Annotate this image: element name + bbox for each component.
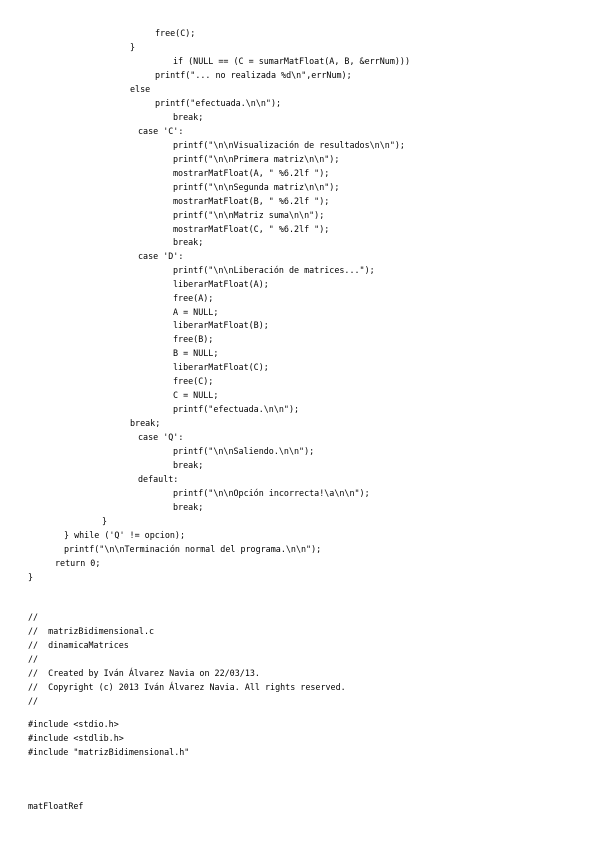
code-line: default: [138,474,179,484]
code-line: case 'D': [138,251,184,261]
code-line: printf("\n\nSaliendo.\n\n"); [173,446,315,456]
code-line: free(C); [173,376,214,386]
code-line: liberarMatFloat(A); [173,279,269,289]
code-line: free(C); [155,28,196,38]
code-line: mostrarMatFloat(C, " %6.2lf "); [173,224,330,234]
code-line: mostrarMatFloat(A, " %6.2lf "); [173,168,330,178]
code-line: free(B); [173,334,214,344]
code-line: printf("... no realizada %d\n",errNum); [155,70,352,80]
code-line: printf("\n\nMatriz suma\n\n"); [173,210,325,220]
code-line: break; [173,502,204,512]
code-line: C = NULL; [173,390,219,400]
code-line: break; [173,460,204,470]
footer-label: matFloatRef [28,801,84,811]
code-line: else [130,84,151,94]
code-line: free(A); [173,293,214,303]
include-line: #include "matrizBidimensional.h" [28,747,190,757]
code-line: printf("\n\nTerminación normal del programa.\n\n"); [64,544,322,554]
comment-line: // dinamicaMatrices [28,640,129,650]
include-line: #include <stdlib.h> [28,733,124,743]
code-line: break; [173,112,204,122]
code-line: printf("\n\nSegunda matriz\n\n"); [173,182,340,192]
code-line: } [28,572,34,582]
comment-line: // Copyright (c) 2013 Iván Álvarez Navia. All rights reserved. [28,682,346,692]
include-line: #include <stdio.h> [28,719,119,729]
code-line: liberarMatFloat(B); [173,320,269,330]
code-line: break; [173,237,204,247]
code-line: printf("\n\nOpción incorrecta!\a\n\n"); [173,488,370,498]
code-line: A = NULL; [173,307,219,317]
comment-line: // [28,696,39,706]
code-line: if (NULL == (C = sumarMatFloat(A, B, &errNum))) [173,56,410,66]
code-line: case 'C': [138,126,184,136]
code-line: break; [130,418,161,428]
code-line: printf("\n\nVisualización de resultados\n\n"); [173,140,405,150]
code-line: printf("efectuada.\n\n"); [173,404,300,414]
comment-line: // [28,654,39,664]
code-line: printf("\n\nPrimera matriz\n\n"); [173,154,340,164]
code-line: } [130,42,136,52]
code-line: printf("\n\nLiberación de matrices..."); [173,265,375,275]
code-line: } while ('Q' != opcion); [64,530,186,540]
comment-line: // Created by Iván Álvarez Navia on 22/03/13. [28,668,260,678]
code-line: case 'Q': [138,432,184,442]
code-line: mostrarMatFloat(B, " %6.2lf "); [173,196,330,206]
code-line: printf("efectuada.\n\n"); [155,98,282,108]
code-line: B = NULL; [173,348,219,358]
code-line: liberarMatFloat(C); [173,362,269,372]
code-line: } [102,516,108,526]
code-line: return 0; [55,558,101,568]
comment-line: // matrizBidimensional.c [28,626,155,636]
comment-line: // [28,612,39,622]
